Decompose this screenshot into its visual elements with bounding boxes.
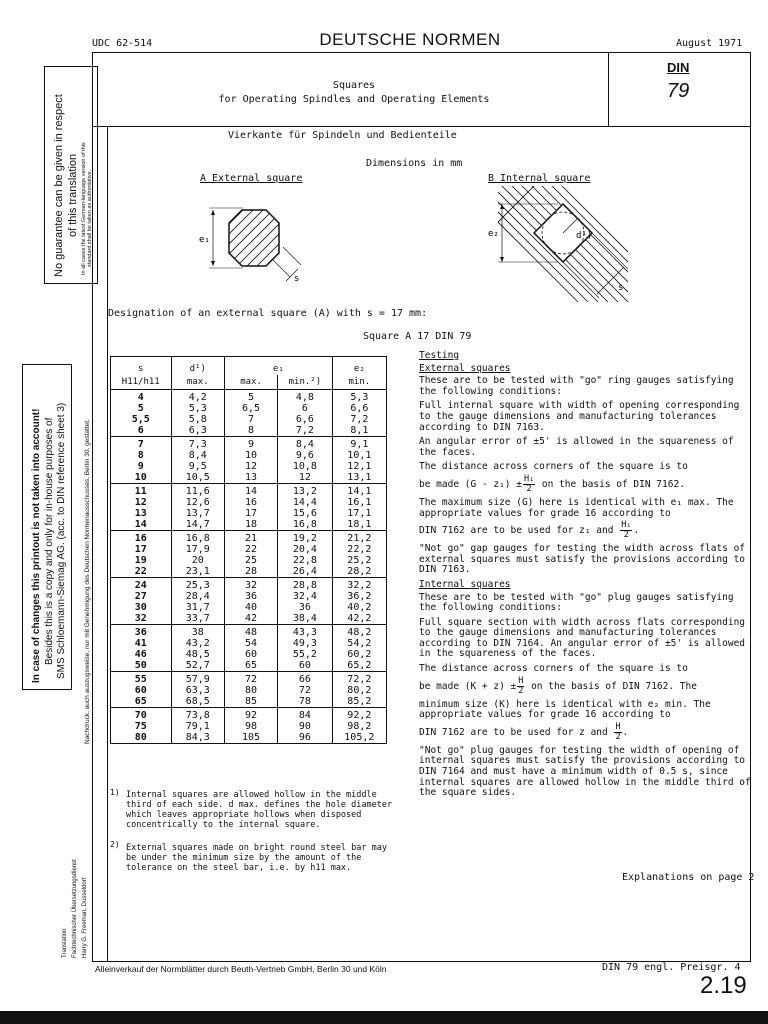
publication-date: August 1971	[676, 38, 743, 49]
cell-e2: 6,6	[332, 403, 386, 414]
cell-s: 11	[111, 484, 172, 498]
cell-d: 11,6	[171, 484, 224, 498]
translator-name: Harry G. Freeman, Düsseldorf	[82, 877, 88, 958]
changes-line3: SMS Schloemann-Siemag AG. (acc. to DIN reference sheet 3)	[56, 402, 67, 679]
guarantee-line2: of this translation	[67, 153, 79, 237]
table-row	[111, 472, 387, 484]
cell-e1-min: 28,8	[278, 578, 333, 592]
cell-e1-min: 32,4	[278, 591, 333, 602]
udc-code: UDC 62-514	[92, 38, 153, 49]
header-title: DEUTSCHE NORMEN	[319, 30, 501, 49]
internal-formula-start: be made (K + z) ±	[419, 680, 517, 692]
cell-e2: 65,2	[332, 660, 386, 672]
col-e1-max-header: max.	[224, 375, 277, 390]
internal-paragraph-3: The distance across corners of the square is to	[419, 663, 688, 675]
cell-e2: 21,2	[332, 531, 386, 545]
cell-s: 24	[111, 578, 172, 592]
cell-e1-min: 8,4	[278, 437, 333, 451]
fraction-numerator: H₁	[523, 473, 535, 484]
cell-e1-min: 78	[278, 696, 333, 708]
cell-e2: 92,2	[332, 708, 386, 722]
h-over-2-fraction-2	[614, 723, 621, 742]
cell-s: 27	[111, 591, 172, 602]
cell-e2: 72,2	[332, 672, 386, 686]
cell-s: 14	[111, 519, 172, 531]
external-square-figure	[195, 188, 325, 298]
cell-e1-min: 10,8	[278, 461, 333, 472]
cell-e2: 22,2	[332, 544, 386, 555]
cell-e1-max: 60	[224, 649, 277, 660]
external-paragraph-3: An angular error of ±5' is allowed in the squareness of the faces.	[419, 436, 734, 458]
cell-e1-min: 14,4	[278, 497, 333, 508]
cell-e1-max: 98	[224, 721, 277, 732]
square-designation: Square A 17 DIN 79	[363, 331, 472, 342]
fraction-denominator: 2	[615, 731, 621, 742]
table-row	[111, 672, 387, 686]
margin-divider	[107, 126, 108, 962]
cell-e1-min: 49,3	[278, 638, 333, 649]
table-row	[111, 660, 387, 672]
table-row	[111, 602, 387, 613]
cell-d: 14,7	[171, 519, 224, 531]
cell-s: 17	[111, 544, 172, 555]
table-row	[111, 461, 387, 472]
table-row	[111, 519, 387, 531]
footnote-2-mark: 2)	[110, 840, 120, 849]
cell-e1-min: 66	[278, 672, 333, 686]
cell-e2: 25,2	[332, 555, 386, 566]
cell-d: 68,5	[171, 696, 224, 708]
cell-e1-min: 13,2	[278, 484, 333, 498]
cell-d: 5,3	[171, 403, 224, 414]
internal-paragraph-1: These are to be tested with "go" plug gauges satisfying the following conditions:	[419, 591, 734, 614]
table-row	[111, 497, 387, 508]
guarantee-small1: In all cases the latest German-language version of this	[81, 142, 87, 275]
guarantee-line1: No guarantee can be given in respect	[53, 94, 65, 277]
col-d-subheader: max.	[171, 375, 224, 390]
cell-e1-min: 90	[278, 721, 333, 732]
cell-s: 75	[111, 721, 172, 732]
cell-d: 33,7	[171, 613, 224, 625]
table-row	[111, 721, 387, 732]
cell-d: 52,7	[171, 660, 224, 672]
cell-d: 8,4	[171, 450, 224, 461]
cell-e2: 60,2	[332, 649, 386, 660]
translation-label: Translation	[62, 928, 68, 958]
cell-d: 5,8	[171, 414, 224, 425]
cell-d: 12,6	[171, 497, 224, 508]
changes-box	[22, 364, 72, 690]
cell-e1-min: 38,4	[278, 613, 333, 625]
cell-e1-max: 22	[224, 544, 277, 555]
cell-d: 79,1	[171, 721, 224, 732]
cell-d: 63,3	[171, 685, 224, 696]
cell-d: 25,3	[171, 578, 224, 592]
cell-s: 9	[111, 461, 172, 472]
cell-e1-max: 85	[224, 696, 277, 708]
table-row	[111, 390, 387, 404]
cell-e1-min: 43,3	[278, 625, 333, 639]
cell-s: 5,5	[111, 414, 172, 425]
cell-s: 7	[111, 437, 172, 451]
table-row	[111, 732, 387, 744]
cell-s: 60	[111, 685, 172, 696]
cell-e2: 8,1	[332, 425, 386, 437]
table-row	[111, 638, 387, 649]
cell-s: 4	[111, 390, 172, 404]
cell-e1-min: 6	[278, 403, 333, 414]
cell-e2: 12,1	[332, 461, 386, 472]
cell-e1-max: 28	[224, 566, 277, 578]
external-grade-start: DIN 7162 are to be used for z₁ and	[419, 525, 620, 537]
cell-e2: 40,2	[332, 602, 386, 613]
translation-service: Fachtechnischer Übersetzungsdienst	[72, 859, 78, 958]
external-paragraph-4: The distance across corners of the square is to	[419, 461, 688, 473]
changes-line1: In case of changes this printout is not taken into account!	[31, 408, 42, 683]
footer-distributor: Alleinverkauf der Normblätter durch Beuth-Vertrieb GmbH, Berlin 30 und Köln	[95, 964, 387, 974]
cell-s: 5	[111, 403, 172, 414]
cell-e2: 14,1	[332, 484, 386, 498]
cell-e1-min: 9,6	[278, 450, 333, 461]
cell-e2: 5,3	[332, 390, 386, 404]
cell-e1-min: 36	[278, 602, 333, 613]
cell-e2: 10,1	[332, 450, 386, 461]
explanations-note: Explanations on page 2	[622, 872, 755, 883]
cell-e1-max: 18	[224, 519, 277, 531]
table-row	[111, 508, 387, 519]
cell-e2: 85,2	[332, 696, 386, 708]
cell-e1-min: 15,6	[278, 508, 333, 519]
cell-e1-max: 14	[224, 484, 277, 498]
cell-e1-max: 13	[224, 472, 277, 484]
guarantee-box	[44, 66, 98, 284]
cell-e2: 9,1	[332, 437, 386, 451]
cell-s: 16	[111, 531, 172, 545]
cell-e1-min: 60	[278, 660, 333, 672]
s-label-internal: s	[618, 283, 624, 293]
internal-squares-heading: Internal squares	[419, 578, 511, 590]
col-e1-min-header: min.²)	[278, 375, 333, 390]
cell-d: 28,4	[171, 591, 224, 602]
internal-square-label: B Internal square	[488, 173, 591, 184]
cell-e1-max: 32	[224, 578, 277, 592]
fraction-numerator: H	[615, 721, 621, 732]
document-title: Squares	[332, 80, 376, 91]
cell-e1-min: 19,2	[278, 531, 333, 545]
designation-example: Designation of an external square (A) with s = 17 mm:	[108, 308, 428, 319]
cell-s: 32	[111, 613, 172, 625]
cell-e1-min: 55,2	[278, 649, 333, 660]
din-number: 79	[667, 80, 690, 102]
cell-e2: 42,2	[332, 613, 386, 625]
cell-e2: 17,1	[332, 508, 386, 519]
cell-e1-max: 7	[224, 414, 277, 425]
cell-d: 57,9	[171, 672, 224, 686]
external-paragraph-6: The maximum size (G) here is identical with e₁ max. The appropriate values for grade 16 according to	[419, 496, 734, 519]
cell-e1-min: 16,8	[278, 519, 333, 531]
external-grade-end: .	[633, 525, 640, 537]
din-divider	[608, 52, 609, 126]
table-row	[111, 403, 387, 414]
cell-d: 13,7	[171, 508, 224, 519]
table-row	[111, 613, 387, 625]
cell-d: 84,3	[171, 732, 224, 744]
table-row	[111, 425, 387, 437]
fraction-denominator: 2	[526, 483, 532, 494]
col-e2-header: e₂	[332, 357, 386, 376]
table-row	[111, 555, 387, 566]
cell-s: 22	[111, 566, 172, 578]
cell-e1-max: 8	[224, 425, 277, 437]
cell-s: 8	[111, 450, 172, 461]
fraction-numerator: H	[518, 675, 524, 686]
table-row	[111, 625, 387, 639]
title-divider	[92, 126, 751, 127]
cell-e2: 32,2	[332, 578, 386, 592]
cell-e1-min: 72	[278, 685, 333, 696]
cell-s: 12	[111, 497, 172, 508]
guarantee-small2: standard shall be taken as authoritative.	[87, 169, 93, 267]
cell-e2: 98,2	[332, 721, 386, 732]
col-e1-header: e₁	[224, 357, 332, 376]
cell-s: 13	[111, 508, 172, 519]
table-row	[111, 685, 387, 696]
dimensions-table	[110, 356, 387, 744]
table-row	[111, 708, 387, 722]
cell-s: 30	[111, 602, 172, 613]
table-row	[111, 531, 387, 545]
table-row	[111, 578, 387, 592]
table-body	[111, 390, 387, 744]
internal-grade-start: DIN 7162 are to be used for z and	[419, 726, 614, 738]
d1-label: d¹)	[576, 231, 593, 241]
testing-heading: Testing	[419, 350, 460, 361]
cell-e1-min: 7,2	[278, 425, 333, 437]
internal-formula-line	[419, 677, 751, 696]
cell-s: 10	[111, 472, 172, 484]
cell-d: 17,9	[171, 544, 224, 555]
cell-e1-max: 9	[224, 437, 277, 451]
cell-s: 70	[111, 708, 172, 722]
document-subtitle: for Operating Spindles and Operating Elements	[218, 94, 490, 105]
scan-edge-bar	[0, 1011, 768, 1024]
cell-s: 6	[111, 425, 172, 437]
cell-s: 19	[111, 555, 172, 566]
cell-e1-max: 25	[224, 555, 277, 566]
e1-label: e₁	[199, 235, 210, 245]
cell-e2: 105,2	[332, 732, 386, 744]
cell-s: 50	[111, 660, 172, 672]
cell-e1-max: 12	[224, 461, 277, 472]
cell-e1-min: 12	[278, 472, 333, 484]
cell-d: 7,3	[171, 437, 224, 451]
cell-e2: 28,2	[332, 566, 386, 578]
cell-d: 23,1	[171, 566, 224, 578]
cell-e1-max: 36	[224, 591, 277, 602]
cell-e1-min: 22,8	[278, 555, 333, 566]
table-row	[111, 544, 387, 555]
internal-formula-end: on the basis of DIN 7162. The	[525, 680, 697, 692]
external-grade-line	[419, 521, 751, 540]
col-e2-subheader: min.	[332, 375, 386, 390]
cell-e1-max: 40	[224, 602, 277, 613]
cell-e1-min: 6,6	[278, 414, 333, 425]
internal-grade-line	[419, 723, 751, 742]
cell-s: 55	[111, 672, 172, 686]
footnote-1-mark: 1)	[110, 788, 120, 797]
cell-d: 20	[171, 555, 224, 566]
table-row	[111, 450, 387, 461]
cell-d: 43,2	[171, 638, 224, 649]
cell-e2: 16,1	[332, 497, 386, 508]
internal-paragraph-2: Full square section with width across flats corresponding to the gauge dimensions and manufacturing tolerances according to DIN 7164. An angular error of ±5' is allowed in the squareness of the faces.	[419, 616, 746, 660]
cell-e2: 80,2	[332, 685, 386, 696]
table-row	[111, 591, 387, 602]
footnote-2: External squares made on bright round steel bar may be under the minimum size by the amount of the tolerance on the steel bar, i.e. by h11 max.	[126, 843, 387, 873]
col-s-subheader: H11/h11	[111, 375, 172, 390]
testing-section	[419, 351, 751, 803]
cell-d: 10,5	[171, 472, 224, 484]
external-paragraph-2: Full internal square with width of opening corresponding to the gauge dimensions and manufacturing tolerances according to DIN 7163.	[419, 400, 740, 433]
cell-e2: 18,1	[332, 519, 386, 531]
cell-e1-max: 6,5	[224, 403, 277, 414]
cell-e1-max: 105	[224, 732, 277, 744]
cell-e1-max: 42	[224, 613, 277, 625]
copyright-note: Nachdruck, auch auszugsweise, nur mit Genehmigung des Deutschen Normenausschusses, Berlin 30, gestattet.	[84, 419, 91, 744]
cell-e1-max: 10	[224, 450, 277, 461]
footer-reference: DIN 79 engl. Preisgr. 4	[602, 962, 741, 973]
h1-over-2-fraction-2	[620, 521, 632, 540]
external-squares-heading: External squares	[419, 362, 511, 374]
internal-square-figure	[478, 182, 650, 306]
fraction-denominator: 2	[518, 685, 524, 696]
cell-d: 16,8	[171, 531, 224, 545]
external-paragraph-8: "Not go" gap gauges for testing the width across flats of external squares must satisfy the provisions according to DIN 7163.	[419, 543, 746, 576]
external-formula-line	[419, 475, 751, 494]
cell-e1-min: 26,4	[278, 566, 333, 578]
cell-e1-max: 21	[224, 531, 277, 545]
cell-e2: 7,2	[332, 414, 386, 425]
cell-s: 65	[111, 696, 172, 708]
external-formula-start: be made (G - z₁) ±	[419, 478, 522, 490]
table-row	[111, 437, 387, 451]
cell-e2: 13,1	[332, 472, 386, 484]
table-row	[111, 484, 387, 498]
fraction-numerator: H₁	[621, 520, 632, 531]
cell-e1-max: 65	[224, 660, 277, 672]
german-title: Vierkante für Spindeln und Bedienteile	[228, 130, 457, 141]
external-paragraph-1: These are to be tested with "go" ring gauges satisfying the following conditions:	[419, 375, 734, 397]
h-over-2-fraction	[517, 677, 524, 696]
external-square-label: A External square	[200, 173, 303, 184]
table-row	[111, 649, 387, 660]
cell-e1-max: 72	[224, 672, 277, 686]
cell-e1-max: 5	[224, 390, 277, 404]
cell-e2: 54,2	[332, 638, 386, 649]
cell-d: 9,5	[171, 461, 224, 472]
cell-s: 41	[111, 638, 172, 649]
footnote-1: Internal squares are allowed hollow in the middle third of each side. d max. defines the hole diameter which leaves appropriate hollows when disposed concentrically to the internal square.	[126, 790, 393, 830]
internal-paragraph-7: "Not go" plug gauges for testing the width of opening of internal squares must satisfy the provisions according to DIN 7164 and must have a minimum width of 0.5 s, since internal squares are allowed hollow in the middle third of the square sides.	[419, 744, 751, 799]
cell-s: 46	[111, 649, 172, 660]
cell-e1-min: 84	[278, 708, 333, 722]
cell-e1-min: 4,8	[278, 390, 333, 404]
cell-s: 80	[111, 732, 172, 744]
cell-e1-min: 20,4	[278, 544, 333, 555]
changes-line2: Besides this is a copy and only for in-house purposes of	[44, 417, 55, 665]
cell-e1-max: 48	[224, 625, 277, 639]
fraction-denominator: 2	[623, 530, 629, 541]
cell-e1-min: 96	[278, 732, 333, 744]
table-row	[111, 696, 387, 708]
cell-e2: 48,2	[332, 625, 386, 639]
cell-d: 38	[171, 625, 224, 639]
e2-label: e₂	[488, 229, 499, 239]
col-d-header: d¹)	[171, 357, 224, 376]
external-formula-end: on the basis of DIN 7162.	[536, 478, 685, 490]
cell-e1-max: 80	[224, 685, 277, 696]
dimensions-note: Dimensions in mm	[366, 158, 463, 169]
cell-e2: 36,2	[332, 591, 386, 602]
cell-s: 36	[111, 625, 172, 639]
cell-e1-max: 92	[224, 708, 277, 722]
cell-d: 48,5	[171, 649, 224, 660]
cell-e1-max: 17	[224, 508, 277, 519]
s-label-external: s	[294, 274, 300, 284]
internal-paragraph-5: minimum size (K) here is identical with e₂ min. The appropriate values for grade 16 according to	[419, 698, 711, 721]
cell-d: 73,8	[171, 708, 224, 722]
cell-d: 4,2	[171, 390, 224, 404]
table-row	[111, 566, 387, 578]
cell-e1-max: 54	[224, 638, 277, 649]
page-number: 2.19	[700, 972, 747, 999]
h1-over-2-fraction	[523, 475, 535, 494]
internal-grade-end: .	[622, 726, 629, 738]
table-row	[111, 414, 387, 425]
cell-e1-max: 16	[224, 497, 277, 508]
cell-d: 6,3	[171, 425, 224, 437]
cell-d: 31,7	[171, 602, 224, 613]
din-label: DIN	[667, 60, 690, 75]
col-s-header: s	[111, 357, 172, 376]
